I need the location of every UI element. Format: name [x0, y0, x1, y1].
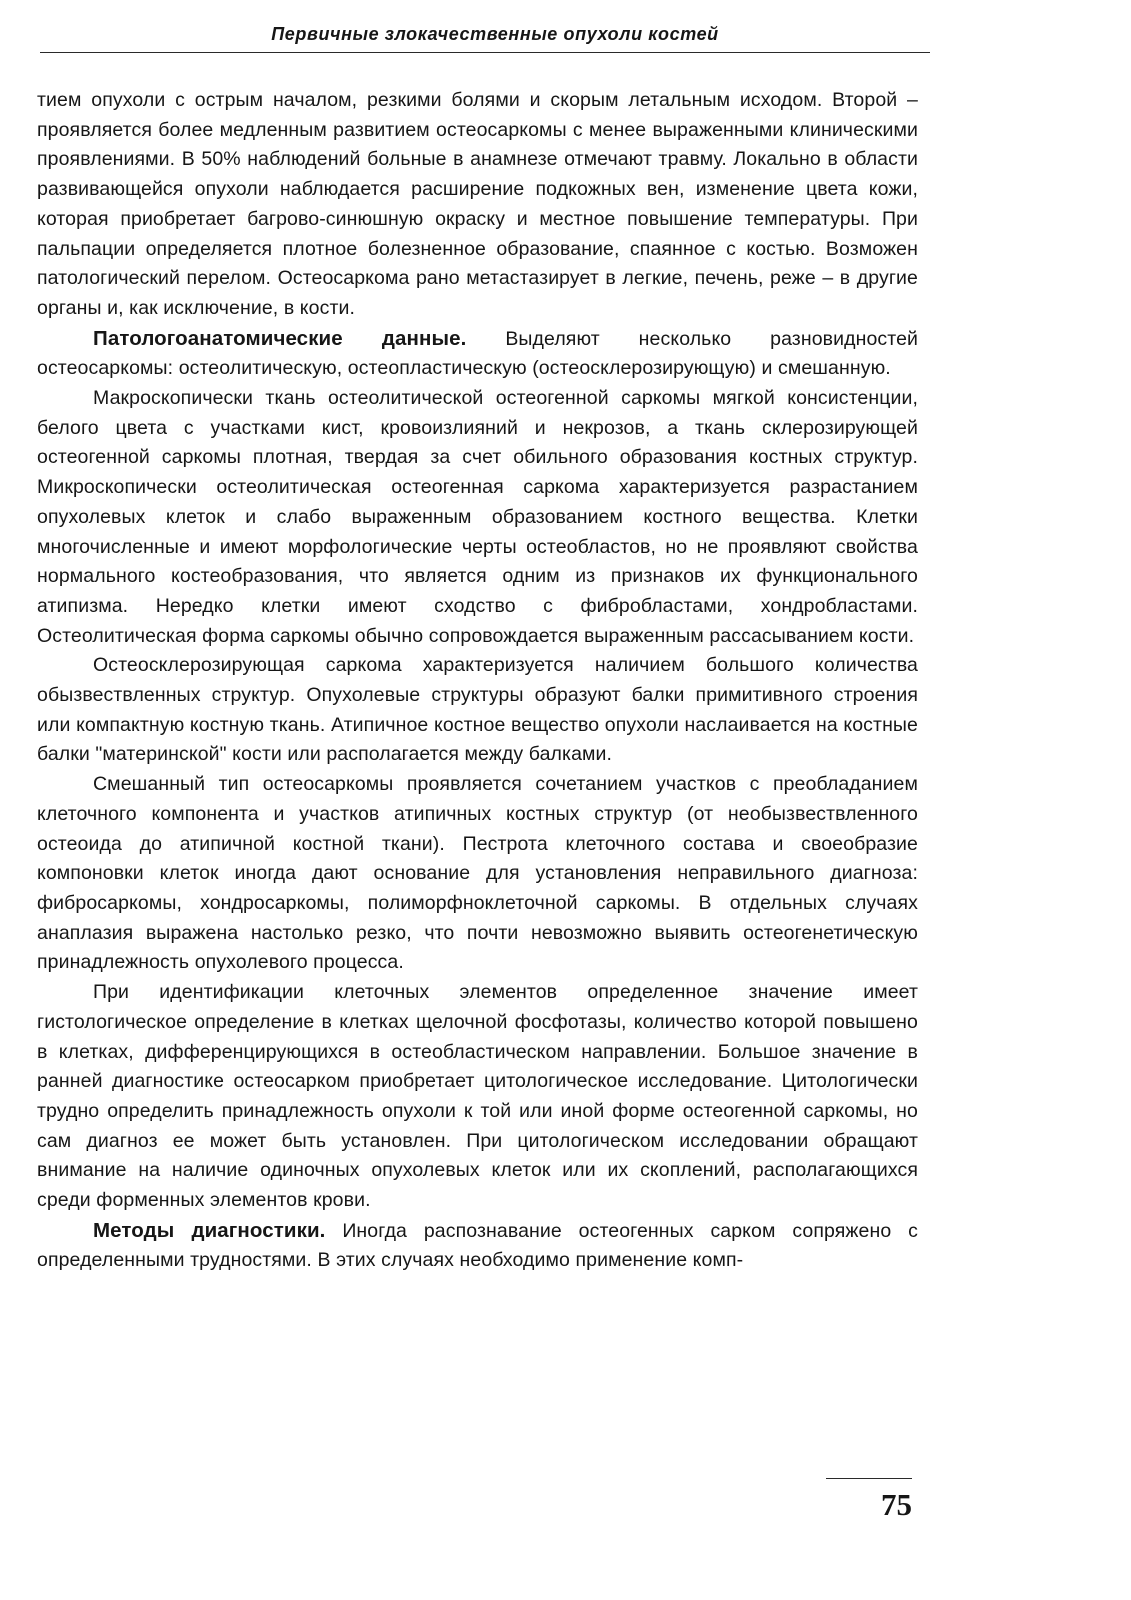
paragraph-identification	[37, 978, 918, 1216]
paragraph-mixed-type	[37, 770, 918, 978]
running-head-title: Первичные злокачественные опухоли костей	[271, 24, 719, 44]
page-number: 75	[826, 1478, 912, 1525]
paragraph-text: Смешанный тип остеосаркомы проявляется сочетанием участков с преобладанием клеточного компонента и участков атипичных костных структур (от необызвествленного остеоида до атипичной костной ткани). Пестрота клеточного состава и своеобразие компоновки клеток иногда дают основание для установления неправильного диагноза: фибросаркомы, хондросаркомы, полиморфноклеточной саркомы. В отдельных случаях анаплазия выражена настолько резко, что почти невозможно выявить остеогенетическую принадлежность опухолевого процесса.	[37, 773, 918, 974]
paragraph-text: Макроскопически ткань остеолитической остеогенной саркомы мягкой консистенции, белого цвета с участками кист, кровоизлияний и некрозов, а ткань склерозирующей остеогенной саркомы плотная, твердая за счет обильного образования костных структур. Микроскопически остеолитическая остеогенная саркома характеризуется разрастанием опухолевых клеток и слабо выраженным образованием костного вещества. Клетки многочисленные и имеют морфологические черты остеобластов, но не проявляют свойства нормального костеобразования, что является одним из признаков их функционального атипизма. Нередко клетки имеют сходство с фибробластами, хондробластами. Остеолитическая форма саркомы обычно сопровождается выраженным рассасыванием кости.	[37, 387, 918, 647]
running-head	[40, 22, 930, 53]
section-heading-pathology: Патологоанатомические данные.	[93, 326, 467, 350]
paragraph-continuation	[37, 86, 918, 324]
paragraph-text: Остеосклерозирующая саркома характеризуется наличием большого количества обызвествленных структур. Опухолевые структуры образуют балки примитивного строения или компактную костную ткань. Атипичное костное вещество опухоли наслаивается на костные балки "материнской" кости или располагается между балками.	[37, 654, 918, 766]
paragraph-macroscopy	[37, 384, 918, 651]
paragraph-text: Выделяют несколько разновидностей остеосаркомы: остеолитическую, остеопластическую (остеосклерозирующую) и смешанную.	[37, 327, 919, 380]
section-heading-diagnostics: Методы диагностики.	[93, 1218, 326, 1242]
paragraph-text: Иногда распознавание остеогенных сарком сопряжено с определенными трудностями. В этих случаях необходимо применение комп-	[37, 1219, 918, 1272]
paragraph-pathology	[37, 324, 918, 384]
body-text	[37, 86, 918, 1276]
paragraph-osteosclerotic	[37, 651, 918, 770]
paragraph-text: При идентификации клеточных элементов определенное значение имеет гистологическое определение в клетках щелочной фосфотазы, количество которой повышено в клетках, дифференцирующихся в остеобластическом направлении. Большое значение в ранней диагностике остеосарком приобретает цитологическое исследование. Цитологически трудно определить принадлежность опухоли к той или иной форме остеогенной саркомы, но сам диагноз ее может быть установлен. При цитологическом исследовании обращают внимание на наличие одиночных опухолевых клеток или их скоплений, располагающихся среди форменных элементов крови.	[37, 981, 918, 1212]
paragraph-text: тием опухоли с острым началом, резкими болями и скорым летальным исходом. Второй – проявляется более медленным развитием остеосаркомы с менее выраженными клиническими проявлениями. В 50% наблюдений больные в анамнезе отмечают травму. Локально в области развивающейся опухоли наблюдается расширение подкожных вен, изменение цвета кожи, которая приобретает багрово-синюшную окраску и местное повышение температуры. При пальпации определяется плотное болезненное образование, спаянное с костью. Возможен патологический перелом. Остеосаркома рано метастазирует в легкие, печень, реже – в другие органы и, как исключение, в кости.	[37, 89, 918, 319]
paragraph-diagnostics	[37, 1216, 918, 1276]
